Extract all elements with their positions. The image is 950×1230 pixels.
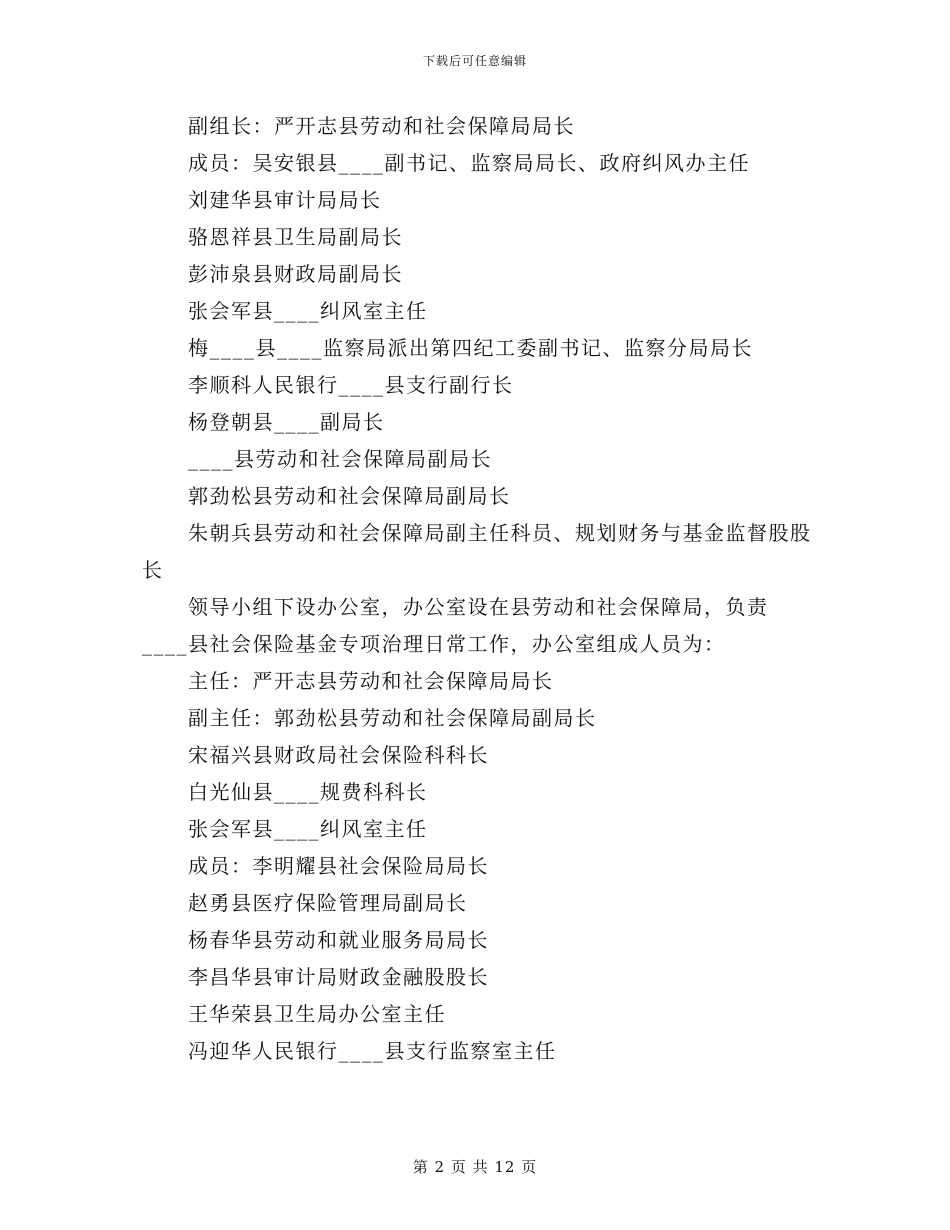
page-number: 第 2 页 共 12 页: [412, 1158, 538, 1176]
text-line: 李顺科人民银行____县支行副行长: [188, 373, 514, 397]
document-body: [142, 108, 814, 1070]
text-line: 张会军县____纠风室主任: [188, 299, 428, 323]
text-line: 主任：严开志县劳动和社会保障局局长: [188, 669, 554, 693]
text-line: 冯迎华人民银行____县支行监察室主任: [188, 1039, 557, 1063]
text-line: 副组长：严开志县劳动和社会保障局局长: [188, 114, 575, 138]
text-paragraph: 领导小组下设办公室，办公室设在县劳动和社会保障局，负责____县社会保险基金专项治理日常工作，办公室组成人员为：: [142, 595, 769, 656]
text-line: 白光仙县____规费科科长: [188, 780, 428, 804]
text-line: 宋福兴县财政局社会保险科科长: [188, 743, 489, 767]
page-header-note: 下载后可任意编辑: [422, 54, 527, 68]
text-line: 王华荣县卫生局办公室主任: [188, 1002, 446, 1026]
text-line: 杨登朝县____副局长: [188, 410, 385, 434]
text-line: 成员：李明耀县社会保险局局长: [188, 854, 489, 878]
text-line: 副主任：郭劲松县劳动和社会保障局副局长: [188, 706, 597, 730]
text-line: 赵勇县医疗保险管理局副局长: [188, 891, 468, 915]
text-line: 梅____县____监察局派出第四纪工委副书记、监察分局局长: [188, 336, 753, 360]
text-line: 张会军县____纠风室主任: [188, 817, 428, 841]
text-line: 杨春华县劳动和就业服务局局长: [188, 928, 489, 952]
text-paragraph: 朱朝兵县劳动和社会保障局副主任科员、规划财务与基金监督股股长: [142, 521, 812, 582]
text-line: 骆恩祥县卫生局副局长: [188, 225, 403, 249]
text-line: 李昌华县审计局财政金融股股长: [188, 965, 489, 989]
text-line: 刘建华县审计局局长: [188, 188, 382, 212]
text-line: 郭劲松县劳动和社会保障局副局长: [188, 484, 511, 508]
text-line: 彭沛泉县财政局副局长: [188, 262, 403, 286]
text-line: 成员：吴安银县____副书记、监察局局长、政府纠风办主任: [188, 151, 750, 175]
text-line: ____县劳动和社会保障局副局长: [188, 447, 492, 471]
